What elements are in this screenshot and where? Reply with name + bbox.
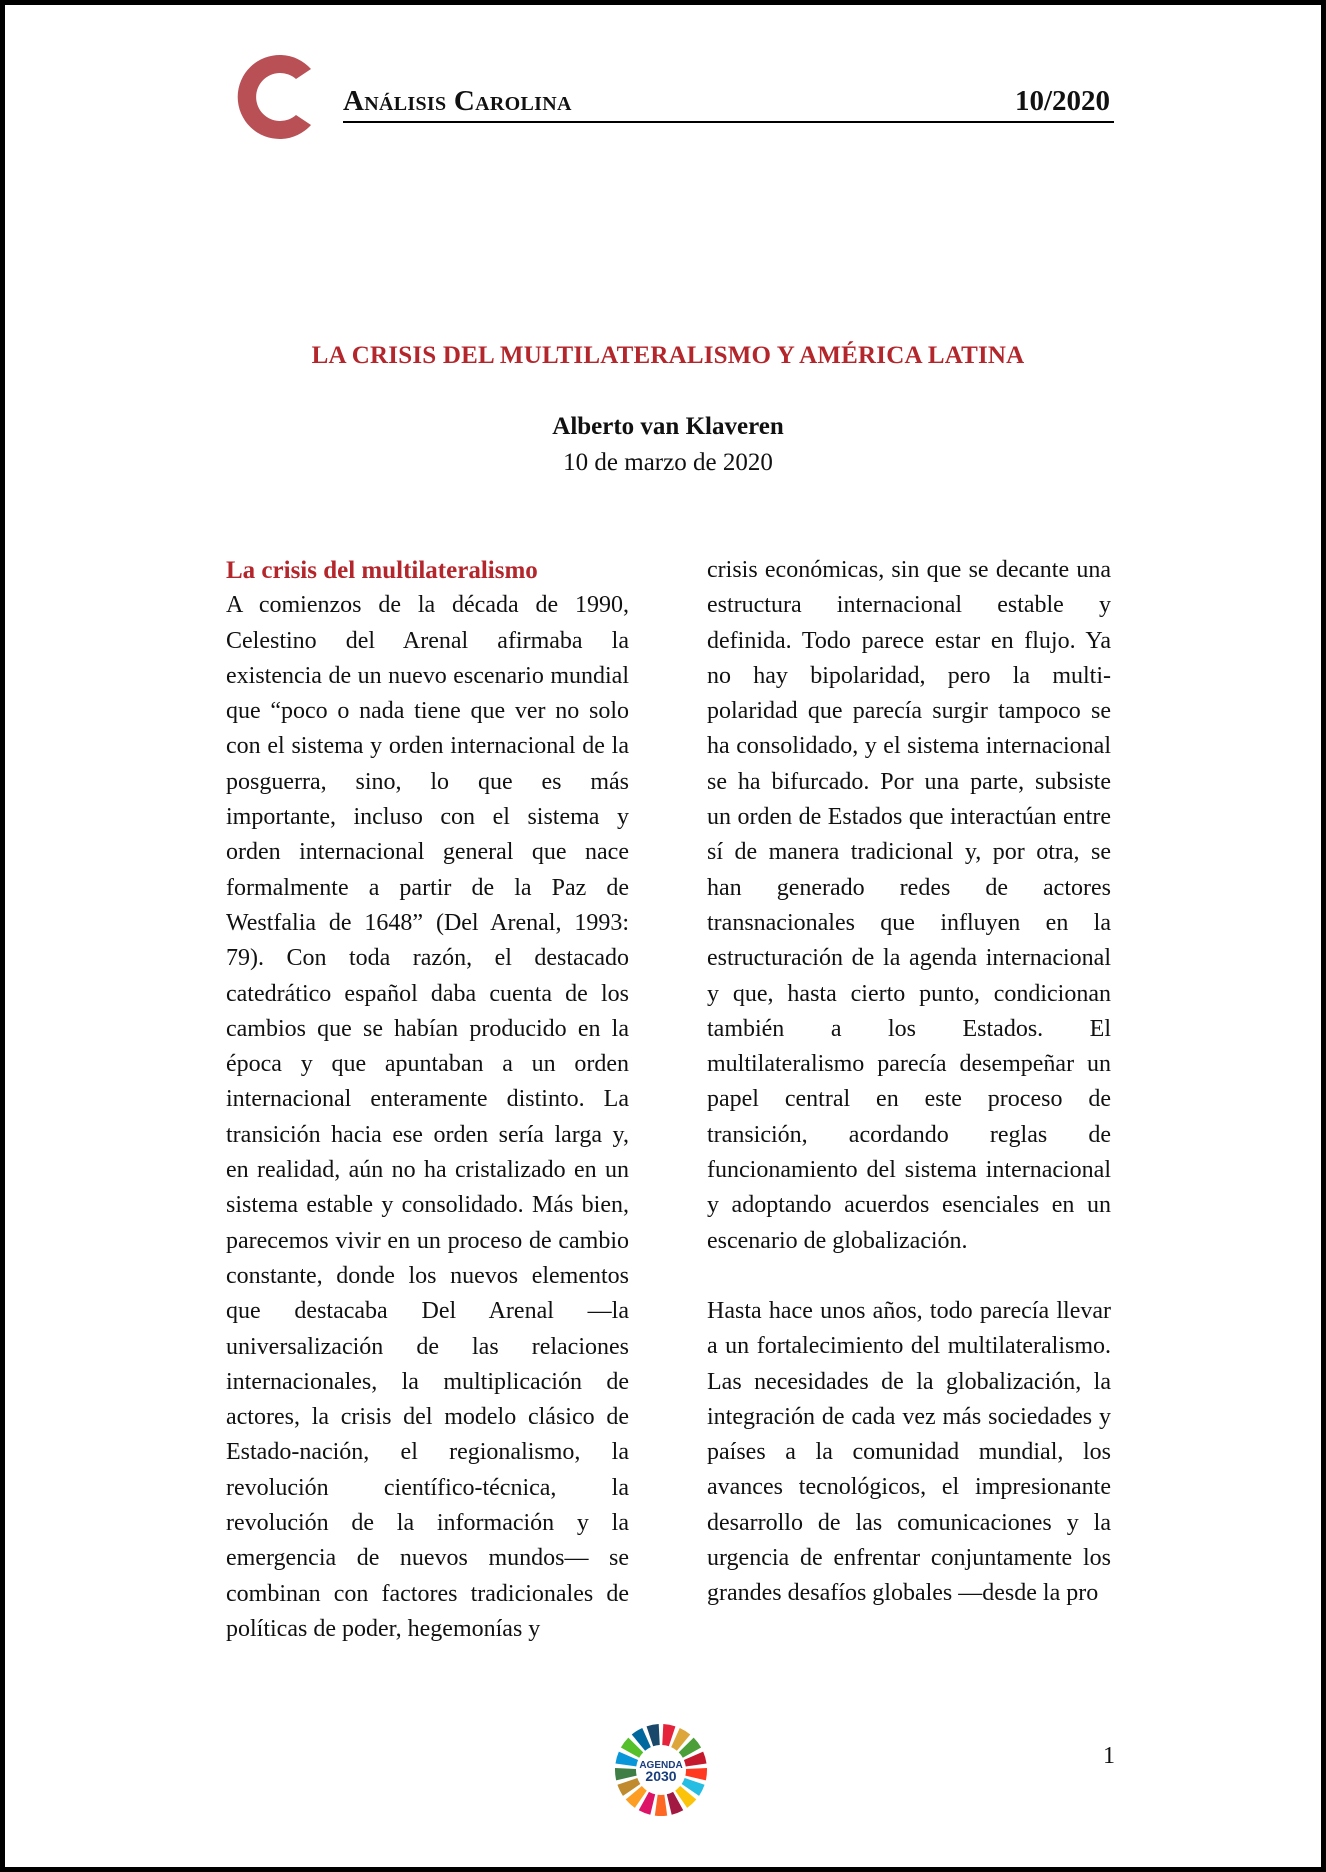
left-column: [226, 553, 629, 1647]
right-paragraph-2: Hasta hace unos años, todo parecía llevar a un fortalecimiento del multilateralismo. Las necesidades de la globalización, la integración de cada vez más sociedades y países a la comunidad mundial, los avances tecnológicos, el impresionante desarrollo de las comunicaciones y la urgencia de enfrentar conjuntamente los grandes desafíos globales —desde la pro: [707, 1297, 1111, 1607]
sdg-segment: [685, 1768, 707, 1780]
sdg-segment: [655, 1795, 667, 1816]
carolina-logo-icon: [228, 49, 324, 145]
article-author: Alberto van Klaveren: [552, 413, 784, 440]
right-column: [707, 553, 1111, 1612]
left-paragraph: A comienzos de la década de 1990, Celestino del Arenal afirmaba la existencia de un nuevo escenario mundial que “poco o nada tiene que ver no solo con el sistema y orden internacional de la posguerra, sino, lo que es más importante, incluso con el sistema y orden internacional general que nace formalmente a partir de la Paz de Westfalia de 1648” (Del Arenal, 1993: 79). Con toda razón, el destacado catedrático español daba cuenta de los cambios que se habían producido en la época y que apuntaban a un orden internacional enteramente distinto. La transición hacia ese orden sería larga y, en realidad, aún no ha cristalizado en un sistema estable y consolidado. Más bien, parecemos vivir en un proceso de cambio constante, donde los nuevos elementos que destacaba Del Arenal —la universalización de las relaciones internacionales, la multiplicación de actores, la crisis del modelo clásico de Estado-nación, el regionalismo, la revolución científico-técnica, la revolución de la información y la emergencia de nuevos mundos— se combinan con factores tradicionales de políticas de poder, hegemonías y: [226, 592, 629, 1642]
page-number: 1: [1103, 1743, 1115, 1769]
brand-name: Análisis Carolina: [343, 85, 572, 117]
header-bar: [343, 81, 1114, 123]
agenda-top-text: AGENDA: [639, 1760, 683, 1771]
article-title: LA CRISIS DEL MULTILATERALISMO Y AMÉRICA LATINA: [311, 342, 1025, 369]
issue-number: 10/2020: [1014, 85, 1110, 117]
logo-c-shape: [238, 55, 311, 139]
right-paragraph-1: crisis económicas, sin que se decante una estructura internacional estable y definida. Todo parece estar en flujo. Ya no hay bipolaridad, pero la multipolaridad que parecía surgir tampoco se ha consolidado, y el sistema internacional se ha bifurcado. Por una parte, subsiste un orden de Estados que interactúan entre sí de manera tradicional y, por otra, se han generado redes de actores transnacionales que influyen en la estructuración de la agenda internacional y que, hasta cierto punto, condicionan también a los Estados. El multilateralismo parecía desempeñar un papel central en este proceso de transición, acordando reglas de funcionamiento del sistema internacional y adoptando acuerdos esenciales en un escenario de globalización.: [707, 557, 1111, 1254]
sdg-segment: [615, 1768, 637, 1780]
agenda-2030-logo: [613, 1722, 709, 1818]
section-heading: La crisis del multilateralismo: [226, 557, 538, 584]
agenda-bottom-text: 2030: [645, 1768, 677, 1784]
article-date: 10 de marzo de 2020: [563, 449, 773, 476]
